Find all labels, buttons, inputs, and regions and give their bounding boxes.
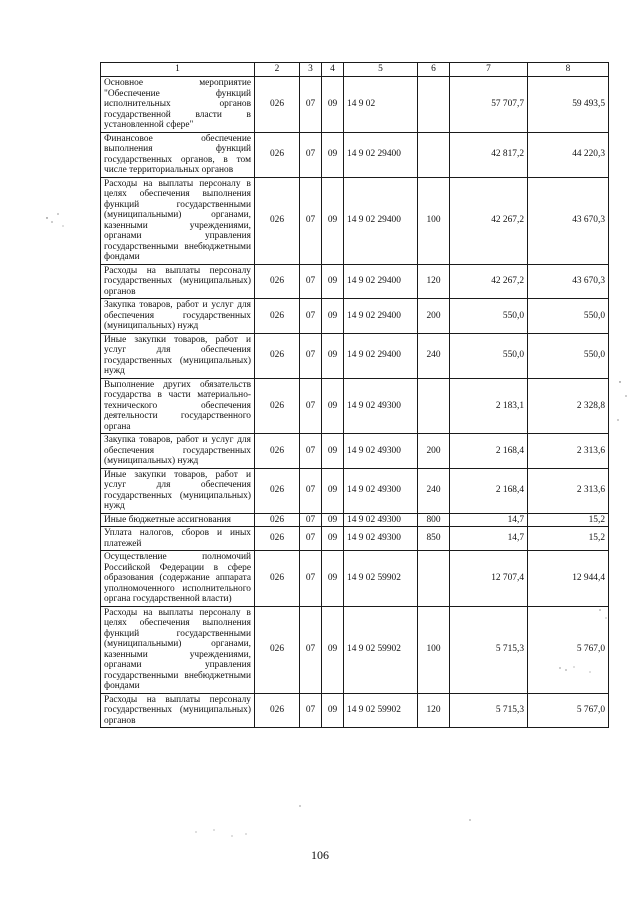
grbs-code-cell: 026 [255, 177, 300, 264]
row-name-cell: Расходы на выплаты персоналу в целях обеспечения выполнения функций государственными (муниципальными) органами, казенными учреждениями, органами управления государственными внебюджетными фондами [101, 177, 255, 264]
table-row [101, 132, 609, 177]
row-name-cell: Расходы на выплаты персоналу государственных (муниципальных) органов [101, 264, 255, 299]
subsection-code-cell: 09 [322, 177, 344, 264]
amount-year2-cell: 2 313,6 [528, 468, 609, 513]
grbs-code-cell: 026 [255, 264, 300, 299]
section-code-cell: 07 [300, 513, 322, 527]
amount-year2-cell: 550,0 [528, 299, 609, 334]
subsection-code-cell: 09 [322, 77, 344, 133]
section-code-cell: 07 [300, 177, 322, 264]
table-row [101, 299, 609, 334]
amount-year2-cell: 15,2 [528, 513, 609, 527]
expense-type-cell [418, 132, 450, 177]
subsection-code-cell: 09 [322, 527, 344, 551]
row-name-cell: Иные бюджетные ассигнования [101, 513, 255, 527]
expense-type-cell: 240 [418, 333, 450, 378]
section-code-cell: 07 [300, 333, 322, 378]
column-header-7: 7 [450, 63, 528, 77]
table-row [101, 378, 609, 434]
amount-year1-cell: 550,0 [450, 333, 528, 378]
column-header-5: 5 [344, 63, 418, 77]
amount-year1-cell: 14,7 [450, 527, 528, 551]
row-name-cell: Расходы на выплаты персоналу государственных (муниципальных) органов [101, 693, 255, 728]
grbs-code-cell: 026 [255, 434, 300, 469]
table-row [101, 527, 609, 551]
grbs-code-cell: 026 [255, 527, 300, 551]
row-name-cell: Финансовое обеспечение выполнения функций государственных органов, в том числе территориальных органов [101, 132, 255, 177]
expense-type-cell [418, 551, 450, 607]
amount-year1-cell: 12 707,4 [450, 551, 528, 607]
budget-table [100, 62, 609, 728]
amount-year2-cell: 550,0 [528, 333, 609, 378]
row-name-cell: Выполнение других обязательств государства в части материально-технического обеспечения деятельности государственного органа [101, 378, 255, 434]
table-row [101, 551, 609, 607]
section-code-cell: 07 [300, 264, 322, 299]
amount-year1-cell: 42 267,2 [450, 177, 528, 264]
amount-year1-cell: 42 817,2 [450, 132, 528, 177]
subsection-code-cell: 09 [322, 299, 344, 334]
row-name-cell: Иные закупки товаров, работ и услуг для обеспечения государственных (муниципальных) нужд [101, 333, 255, 378]
amount-year1-cell: 2 183,1 [450, 378, 528, 434]
amount-year2-cell: 43 670,3 [528, 177, 609, 264]
section-code-cell: 07 [300, 527, 322, 551]
expense-type-cell: 800 [418, 513, 450, 527]
subsection-code-cell: 09 [322, 378, 344, 434]
target-article-cell: 14 9 02 29400 [344, 299, 418, 334]
amount-year2-cell: 2 313,6 [528, 434, 609, 469]
page-number: 106 [311, 848, 329, 862]
table-header [101, 63, 609, 77]
subsection-code-cell: 09 [322, 132, 344, 177]
section-code-cell: 07 [300, 693, 322, 728]
section-code-cell: 07 [300, 378, 322, 434]
table-row [101, 77, 609, 133]
column-header-6: 6 [418, 63, 450, 77]
grbs-code-cell: 026 [255, 693, 300, 728]
table-row [101, 333, 609, 378]
grbs-code-cell: 026 [255, 378, 300, 434]
expense-type-cell: 120 [418, 693, 450, 728]
column-header-1: 1 [101, 63, 255, 77]
target-article-cell: 14 9 02 [344, 77, 418, 133]
table-row [101, 177, 609, 264]
target-article-cell: 14 9 02 29400 [344, 177, 418, 264]
target-article-cell: 14 9 02 49300 [344, 527, 418, 551]
section-code-cell: 07 [300, 77, 322, 133]
expense-type-cell: 240 [418, 468, 450, 513]
table-row [101, 434, 609, 469]
row-name-cell: Расходы на выплаты персоналу в целях обеспечения выполнения функций государственными (муниципальными) органами, казенными учреждениями, органами управления государственными внебюджетными фондами [101, 606, 255, 693]
expense-type-cell: 100 [418, 177, 450, 264]
amount-year2-cell: 59 493,5 [528, 77, 609, 133]
column-header-3: 3 [300, 63, 322, 77]
amount-year2-cell: 43 670,3 [528, 264, 609, 299]
row-name-cell: Иные закупки товаров, работ и услуг для обеспечения государственных (муниципальных) нужд [101, 468, 255, 513]
amount-year2-cell: 5 767,0 [528, 693, 609, 728]
target-article-cell: 14 9 02 49300 [344, 468, 418, 513]
amount-year2-cell: 2 328,8 [528, 378, 609, 434]
subsection-code-cell: 09 [322, 606, 344, 693]
target-article-cell: 14 9 02 59902 [344, 551, 418, 607]
target-article-cell: 14 9 02 49300 [344, 378, 418, 434]
grbs-code-cell: 026 [255, 513, 300, 527]
section-code-cell: 07 [300, 132, 322, 177]
expense-type-cell: 120 [418, 264, 450, 299]
amount-year1-cell: 14,7 [450, 513, 528, 527]
grbs-code-cell: 026 [255, 333, 300, 378]
target-article-cell: 14 9 02 59902 [344, 693, 418, 728]
amount-year2-cell: 12 944,4 [528, 551, 609, 607]
amount-year1-cell: 550,0 [450, 299, 528, 334]
grbs-code-cell: 026 [255, 468, 300, 513]
target-article-cell: 14 9 02 49300 [344, 513, 418, 527]
table-row [101, 513, 609, 527]
row-name-cell: Закупка товаров, работ и услуг для обеспечения государственных (муниципальных) нужд [101, 434, 255, 469]
column-header-2: 2 [255, 63, 300, 77]
row-name-cell: Закупка товаров, работ и услуг для обеспечения государственных (муниципальных) нужд [101, 299, 255, 334]
amount-year1-cell: 2 168,4 [450, 434, 528, 469]
section-code-cell: 07 [300, 468, 322, 513]
target-article-cell: 14 9 02 59902 [344, 606, 418, 693]
amount-year1-cell: 42 267,2 [450, 264, 528, 299]
expense-type-cell [418, 378, 450, 434]
subsection-code-cell: 09 [322, 693, 344, 728]
grbs-code-cell: 026 [255, 606, 300, 693]
amount-year1-cell: 2 168,4 [450, 468, 528, 513]
expense-type-cell: 100 [418, 606, 450, 693]
target-article-cell: 14 9 02 29400 [344, 333, 418, 378]
column-header-8: 8 [528, 63, 609, 77]
expense-type-cell: 200 [418, 299, 450, 334]
target-article-cell: 14 9 02 29400 [344, 264, 418, 299]
subsection-code-cell: 09 [322, 434, 344, 469]
section-code-cell: 07 [300, 299, 322, 334]
grbs-code-cell: 026 [255, 551, 300, 607]
section-code-cell: 07 [300, 551, 322, 607]
amount-year1-cell: 57 707,7 [450, 77, 528, 133]
subsection-code-cell: 09 [322, 333, 344, 378]
subsection-code-cell: 09 [322, 468, 344, 513]
expense-type-cell: 850 [418, 527, 450, 551]
column-header-4: 4 [322, 63, 344, 77]
row-name-cell: Уплата налогов, сборов и иных платежей [101, 527, 255, 551]
expense-type-cell: 200 [418, 434, 450, 469]
amount-year2-cell: 5 767,0 [528, 606, 609, 693]
subsection-code-cell: 09 [322, 551, 344, 607]
expense-type-cell [418, 77, 450, 133]
row-name-cell: Осуществление полномочий Российской Федерации в сфере образования (содержание аппарата уполномоченного исполнительного органа государственной власти) [101, 551, 255, 607]
table-row [101, 264, 609, 299]
table-body [101, 77, 609, 728]
table-row [101, 606, 609, 693]
subsection-code-cell: 09 [322, 513, 344, 527]
section-code-cell: 07 [300, 434, 322, 469]
table-row [101, 693, 609, 728]
table-row [101, 468, 609, 513]
grbs-code-cell: 026 [255, 132, 300, 177]
amount-year1-cell: 5 715,3 [450, 693, 528, 728]
subsection-code-cell: 09 [322, 264, 344, 299]
header-row [101, 63, 609, 77]
amount-year2-cell: 44 220,3 [528, 132, 609, 177]
amount-year2-cell: 15,2 [528, 527, 609, 551]
target-article-cell: 14 9 02 29400 [344, 132, 418, 177]
row-name-cell: Основное мероприятие "Обеспечение функций исполнительных органов государственной власти в установленной сфере" [101, 77, 255, 133]
amount-year1-cell: 5 715,3 [450, 606, 528, 693]
target-article-cell: 14 9 02 49300 [344, 434, 418, 469]
grbs-code-cell: 026 [255, 299, 300, 334]
grbs-code-cell: 026 [255, 77, 300, 133]
section-code-cell: 07 [300, 606, 322, 693]
